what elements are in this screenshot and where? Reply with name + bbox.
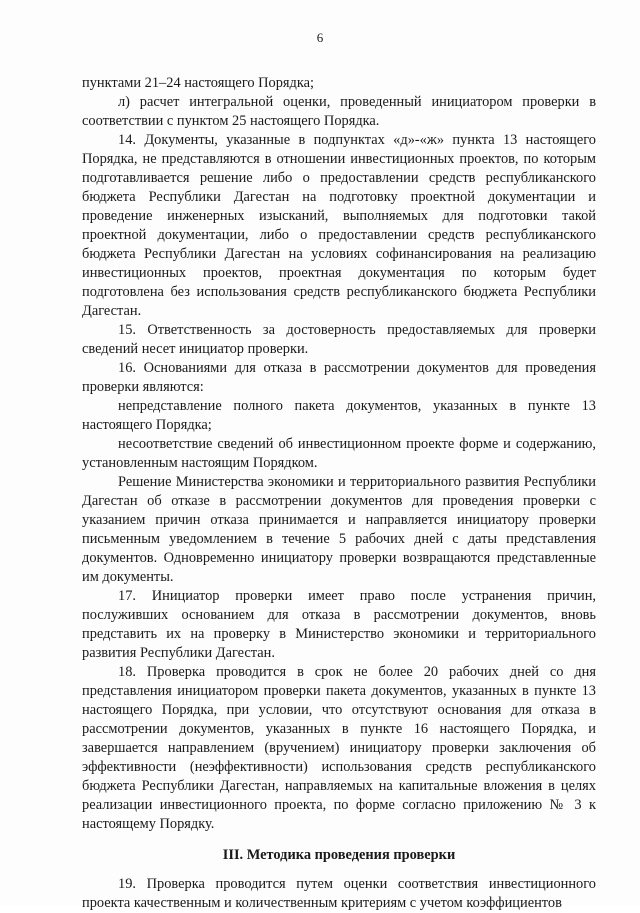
paragraph-19: 19. Проверка проводится путем оценки соответствия инвестиционного проекта качественным и количественным критериям с учетом коэффициентов [82,876,596,911]
page-number: 6 [316,30,324,45]
paragraph-16-decision: Решение Министерства экономики и территориального развития Республики Дагестан об отказе в рассмотрении документов для проведения проверки с указанием причин отказа принимается и направляется инициатору проверки письменным уведомлением в течение 5 рабочих дней с даты представления документов. Одновременно инициатору проверки возвращаются представленные им документы. [82,474,596,585]
paragraph-16-ground-1: непредставление полного пакета документов, указанных в пункте 13 настоящего Порядка; [82,398,596,433]
document-body [82,74,596,913]
paragraph-subitem-l: л) расчет интегральной оценки, проведенный инициатором проверки в соответствии с пунктом 25 настоящего Порядка. [82,94,596,129]
paragraph-18: 18. Проверка проводится в срок не более 20 рабочих дней со дня представления инициатором проверки пакета документов, указанных в пункте 13 настоящего Порядка, при условии, что отсутствуют основания для отказа в рассмотрении документов, указанных в пункте 16 настоящего Порядка, и завершается направлением (вручением) инициатору проверки заключения об эффективности (неэффективности) использования средств республиканского бюджета Республики Дагестан, направляемых на капитальные вложения в целях реализации инвестиционного проекта, по форме согласно приложению № 3 к настоящему Порядку. [82,664,596,832]
paragraph-16: 16. Основаниями для отказа в рассмотрении документов для проведения проверки являются: [82,360,596,395]
paragraph-14: 14. Документы, указанные в подпунктах «д»-«ж» пункта 13 настоящего Порядка, не представляются в отношении инвестиционных проектов, по которым подготавливается решение либо о предоставлении средств республиканского бюджета Республики Дагестан на подготовку проектной документации и проведение инженерных изысканий, выполняемых для подготовки такой проектной документации, либо о предоставлении средств республиканского бюджета Республики Дагестан на условиях софинансирования на реализацию инвестиционных проектов, проектная документация по которым будет подготовлена без использования средств республиканского бюджета Республики Дагестан. [82,132,596,319]
paragraph-continuation: пунктами 21–24 настоящего Порядка; [82,75,315,91]
paragraph-16-ground-2: несоответствие сведений об инвестиционном проекте форме и содержанию, установленным настоящим Порядком. [82,436,596,471]
paragraph-17: 17. Инициатор проверки имеет право после устранения причин, послуживших основанием для отказа в рассмотрении документов, вновь представить их на проверку в Министерство экономики и территориального развития Республики Дагестан. [82,588,596,661]
paragraph-15: 15. Ответственность за достоверность предоставляемых для проверки сведений несет инициатор проверки. [82,322,596,357]
section-heading: III. Методика проведения проверки [222,847,456,863]
